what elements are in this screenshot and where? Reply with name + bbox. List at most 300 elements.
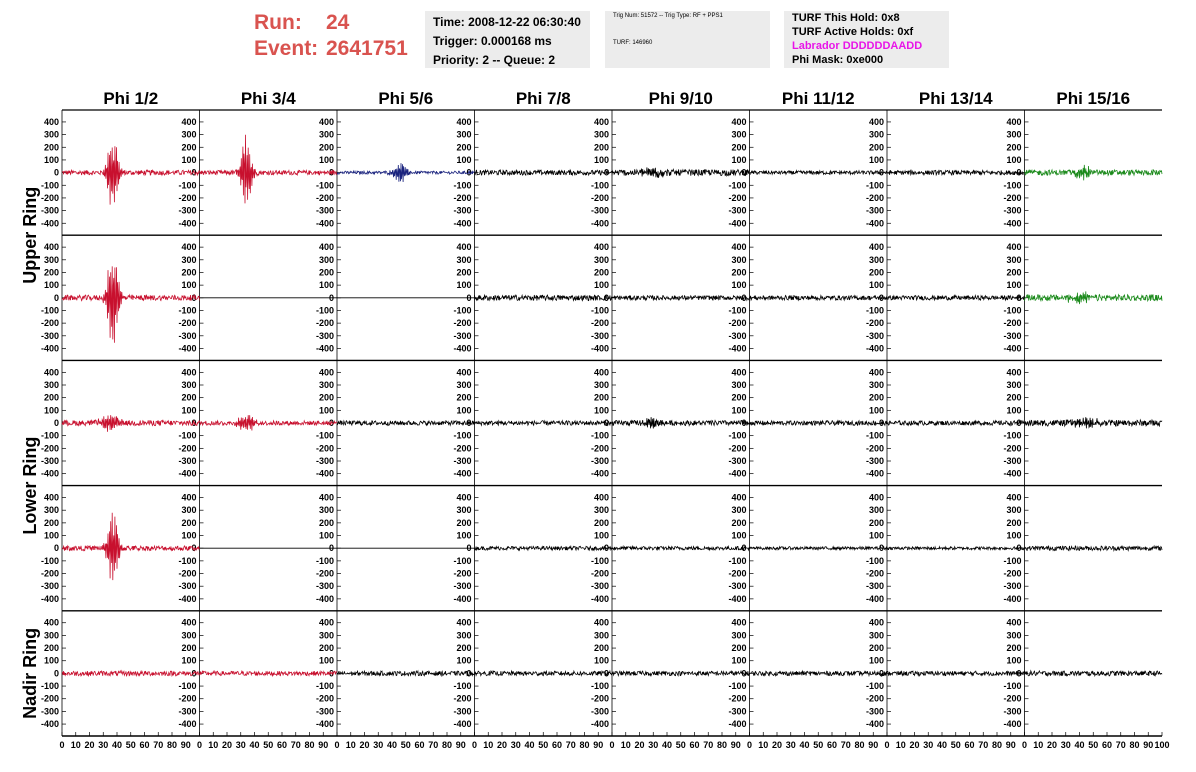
y-tick-label: -300 [40,706,59,717]
y-tick-label: -400 [1003,719,1022,730]
y-tick-label: -400 [453,343,472,354]
x-tick-label: 80 [991,740,1003,750]
y-tick-label: -300 [1003,706,1022,717]
y-tick-label: 200 [731,142,747,153]
y-tick-label: 0 [1016,167,1022,178]
x-tick-label: 20 [496,740,508,750]
y-tick-label: 300 [43,630,59,641]
y-tick-label: -100 [178,430,197,441]
y-tick-label: 0 [603,418,609,428]
y-tick-label: 400 [181,116,197,127]
y-tick-label: -200 [453,192,472,203]
y-tick-label: 200 [456,517,472,528]
x-tick-label: 90 [730,740,741,750]
y-tick-label: 100 [868,405,884,416]
y-tick-label: -400 [865,468,884,479]
y-tick-label: 200 [318,392,334,403]
y-tick-label: 400 [456,367,472,378]
y-tick-label: 300 [593,505,609,516]
y-tick-label: -300 [315,581,334,592]
y-tick-label: -400 [453,593,472,604]
y-tick-label: 0 [1016,418,1022,428]
y-tick-label: 400 [593,367,609,378]
y-tick-label: -100 [40,555,59,566]
waveform-trace [750,547,888,550]
x-tick-label: 70 [428,740,439,750]
x-tick-label: 0 [884,740,890,750]
y-tick-label: 200 [731,643,747,654]
waveform-trace [1025,291,1163,304]
x-tick-label: 10 [483,740,494,750]
y-tick-label: -400 [40,719,59,730]
x-tick-label: 70 [978,740,989,750]
waveform-trace [1025,417,1163,428]
y-tick-label: 200 [181,517,197,528]
y-tick-label: -100 [728,681,747,692]
x-tick-label: 90 [455,740,466,750]
y-tick-label: -200 [865,192,884,203]
y-tick-label: -100 [453,430,472,441]
x-tick-label: 60 [826,740,838,750]
y-tick-label: -100 [1003,180,1022,191]
y-tick-label: -200 [590,443,609,454]
y-tick-label: -400 [315,593,334,604]
y-tick-label: 100 [181,655,197,666]
y-tick-label: -300 [40,205,59,216]
column-title: Phi 3/4 [240,89,296,108]
y-tick-label: 200 [731,267,747,278]
y-tick-label: -400 [728,218,747,229]
waveform-trace [612,417,750,428]
y-tick-label: 0 [53,292,59,303]
x-tick-label: 20 [84,740,95,750]
y-tick-label: 0 [603,668,609,679]
x-tick-label: 30 [1060,740,1071,750]
y-tick-label: -300 [865,330,884,341]
y-tick-label: 200 [1006,267,1022,278]
y-tick-label: -100 [178,305,197,316]
y-tick-label: -100 [40,305,59,316]
x-tick-label: 60 [139,740,150,750]
y-tick-label: 200 [868,643,884,654]
column-title: Phi 13/14 [918,89,993,108]
y-tick-label: -100 [728,430,747,441]
y-tick-label: -400 [1003,468,1022,479]
y-tick-label: -300 [728,205,747,216]
y-tick-label: 100 [868,280,884,291]
y-tick-label: -400 [590,343,609,354]
y-tick-label: -200 [728,443,747,454]
y-tick-label: -200 [40,693,59,704]
y-tick-label: 400 [731,116,747,127]
x-tick-label: 30 [373,740,384,750]
y-tick-label: 400 [1006,617,1022,628]
y-tick-label: 400 [1006,367,1022,378]
y-tick-label: 0 [878,668,884,679]
x-tick-label: 50 [675,740,686,750]
y-tick-label: 300 [456,254,472,265]
x-tick-label: 40 [661,740,673,750]
y-tick-label: -100 [1003,305,1022,316]
y-tick-label: 100 [731,154,747,165]
y-tick-label: -200 [315,443,334,454]
y-tick-label: -200 [178,443,197,454]
ring-label: Upper Ring [20,186,40,284]
y-tick-label: 100 [43,405,59,416]
y-tick-label: -400 [590,218,609,229]
y-tick-label: -400 [40,593,59,604]
x-tick-label: 60 [964,740,975,750]
y-tick-label: 400 [181,492,197,503]
y-tick-label: -200 [590,192,609,203]
y-tick-label: -100 [40,430,59,441]
y-tick-label: 200 [181,643,197,654]
waveform-trace [750,171,888,175]
y-tick-label: 300 [181,380,197,390]
x-tick-label: 20 [909,740,920,750]
y-tick-label: -300 [865,456,884,466]
y-tick-label: -400 [178,719,197,730]
x-tick-label: 80 [441,740,453,750]
y-tick-label: 300 [181,129,197,140]
y-tick-label: 100 [456,530,472,541]
y-tick-label: -200 [178,318,197,329]
y-tick-label: 100 [868,530,884,541]
waveform-trace [750,671,888,676]
y-tick-label: 300 [456,630,472,641]
y-tick-label: -100 [1003,681,1022,692]
y-tick-label: 400 [43,617,59,628]
y-tick-label: 100 [181,405,197,416]
y-tick-label: -400 [590,593,609,604]
y-tick-label: 0 [1016,668,1022,679]
waveform-trace [1025,671,1163,676]
y-tick-label: -400 [315,719,334,730]
y-tick-label: 100 [318,530,334,541]
x-tick-label: 60 [276,740,288,750]
x-tick-label: 50 [813,740,824,750]
turf-hold-line: TURF This Hold: 0x8 [792,12,900,24]
y-tick-label: -200 [728,568,747,579]
x-tick-label: 10 [1033,740,1044,750]
y-tick-label: -300 [315,205,334,216]
y-tick-label: -200 [315,318,334,329]
y-tick-label: -100 [865,555,884,566]
y-tick-label: -400 [865,343,884,354]
x-tick-label: 0 [609,740,615,750]
y-tick-label: 100 [1006,530,1022,541]
y-tick-label: -100 [453,681,472,692]
waveform-trace [475,292,613,303]
y-tick-label: 100 [456,405,472,416]
x-tick-label: 0 [334,740,340,750]
event-value: 2641751 [326,37,408,60]
y-tick-label: 200 [43,517,59,528]
waveform-trace [612,546,750,550]
y-tick-label: -200 [315,693,334,704]
y-tick-label: 0 [53,543,59,554]
y-tick-label: 300 [731,254,747,265]
y-tick-label: 100 [731,530,747,541]
x-tick-label: 10 [345,740,356,750]
run-value: 24 [326,11,350,34]
waveform-trace [887,547,1025,550]
x-tick-label: 30 [923,740,934,750]
y-tick-label: 100 [456,280,472,291]
x-tick-label: 80 [1129,740,1140,750]
x-tick-label: 10 [895,740,906,750]
column-title: Phi 15/16 [1056,89,1131,108]
y-tick-label: -400 [728,593,747,604]
y-tick-label: 100 [868,655,884,666]
y-tick-label: -100 [590,180,609,191]
y-tick-label: -400 [728,719,747,730]
y-tick-label: 100 [456,154,472,165]
y-tick-label: -300 [590,330,609,341]
y-tick-label: 200 [456,392,472,403]
y-tick-label: 0 [741,418,747,428]
waveform-trace [200,415,338,430]
y-tick-label: 300 [593,380,609,390]
y-tick-label: 100 [43,530,59,541]
y-tick-label: 100 [181,280,197,291]
y-tick-label: -400 [315,343,334,354]
y-tick-label: 300 [731,630,747,641]
y-tick-label: 100 [456,655,472,666]
y-tick-label: -300 [1003,456,1022,466]
x-tick-label: 50 [400,740,411,750]
y-tick-label: 0 [466,167,472,178]
y-tick-label: -100 [315,430,334,441]
x-tick-label: 50 [1088,740,1099,750]
y-tick-label: 200 [593,142,609,153]
y-tick-label: 400 [593,116,609,127]
y-tick-label: 0 [53,668,59,679]
y-tick-label: -300 [40,456,59,466]
y-tick-label: 200 [318,142,334,153]
x-tick-label: 80 [854,740,865,750]
phi-mask-line: Phi Mask: 0xe000 [792,54,884,66]
x-tick-label: 60 [689,740,700,750]
y-tick-label: 200 [43,267,59,278]
y-tick-label: -200 [1003,568,1022,579]
y-tick-label: 0 [878,292,884,303]
y-tick-label: -200 [40,443,59,454]
y-tick-label: -100 [315,681,334,692]
y-tick-label: 400 [593,242,609,253]
y-tick-label: -200 [1003,443,1022,454]
waveform-trace [475,421,613,426]
y-tick-label: 400 [868,242,884,253]
y-tick-label: 300 [43,129,59,140]
y-tick-label: 400 [43,242,59,253]
y-tick-label: -300 [590,456,609,466]
y-tick-label: -300 [728,330,747,341]
y-tick-label: -400 [453,719,472,730]
y-tick-label: 0 [191,418,197,428]
y-tick-label: 0 [603,292,609,303]
waveform-trace [475,546,613,550]
x-tick-label: 20 [1046,740,1058,750]
y-tick-label: 300 [43,380,59,390]
y-tick-label: -400 [1003,593,1022,604]
y-tick-label: -100 [865,430,884,441]
y-tick-label: -100 [1003,430,1022,441]
y-tick-label: 300 [1006,129,1022,140]
y-tick-label: -300 [178,581,197,592]
y-tick-label: 400 [456,617,472,628]
y-tick-label: -300 [728,581,747,592]
x-tick-label: 0 [59,740,65,750]
y-tick-label: -100 [315,305,334,316]
y-tick-label: -200 [728,192,747,203]
y-tick-label: 300 [318,630,334,641]
y-tick-label: -300 [315,330,334,341]
y-tick-label: -300 [728,706,747,717]
y-tick-label: 400 [181,367,197,378]
y-tick-label: 300 [318,505,334,516]
x-tick-label: 0 [196,740,203,750]
y-tick-label: -400 [590,468,609,479]
y-tick-label: -300 [315,706,334,717]
y-tick-label: -400 [453,218,472,229]
y-tick-label: 200 [456,643,472,654]
y-tick-label: -200 [40,568,59,579]
x-tick-label: 90 [868,740,879,750]
waveform-trace [750,296,888,301]
y-tick-label: 300 [181,254,197,265]
y-tick-label: -300 [453,330,472,341]
labrador-line: Labrador DDDDDDAADD [792,40,923,52]
y-tick-label: 200 [868,392,884,403]
y-tick-label: 0 [328,543,334,554]
y-tick-label: -100 [178,180,197,191]
x-tick-label: 30 [648,740,659,750]
x-tick-label: 100 [1154,740,1170,750]
x-tick-label: 0 [746,740,753,750]
y-tick-label: 300 [456,505,472,516]
y-tick-label: 100 [593,655,609,666]
waveform-trace [612,296,750,301]
waveform-trace [887,421,1025,426]
y-tick-label: 100 [43,280,59,291]
waveform-trace [62,415,200,432]
y-tick-label: -400 [315,468,334,479]
x-tick-label: 10 [758,740,769,750]
y-tick-label: -300 [1003,330,1022,341]
y-tick-label: -200 [178,693,197,704]
y-tick-label: 300 [731,380,747,390]
y-tick-label: 300 [318,254,334,265]
y-tick-label: 300 [181,630,197,641]
x-tick-label: 50 [263,740,274,750]
y-tick-label: -400 [178,343,197,354]
y-tick-label: 400 [868,367,884,378]
y-tick-label: 200 [1006,142,1022,153]
y-tick-label: 0 [328,418,334,428]
y-tick-label: 300 [318,380,334,390]
y-tick-label: -300 [40,330,59,341]
y-tick-label: 100 [593,405,609,416]
y-tick-label: 300 [593,254,609,265]
waveform-trace [612,167,750,177]
y-tick-label: 100 [731,655,747,666]
y-tick-label: -300 [1003,581,1022,592]
y-tick-label: 100 [1006,405,1022,416]
y-tick-label: 200 [731,392,747,403]
y-tick-label: 100 [181,530,197,541]
y-tick-label: -300 [40,581,59,592]
waveform-trace [337,163,475,182]
x-tick-label: 80 [304,740,315,750]
y-tick-label: 300 [868,129,884,140]
x-tick-label: 10 [208,740,219,750]
y-tick-label: 100 [593,154,609,165]
y-tick-label: -100 [40,180,59,191]
x-tick-label: 70 [1115,740,1126,750]
y-tick-label: -200 [865,443,884,454]
y-tick-label: 400 [318,242,334,253]
y-tick-label: -200 [453,318,472,329]
y-tick-label: 0 [191,543,197,554]
y-tick-label: -200 [178,192,197,203]
y-tick-label: 0 [1016,292,1022,303]
y-tick-label: 200 [1006,392,1022,403]
y-tick-label: 400 [456,116,472,127]
x-tick-label: 0 [471,740,478,750]
y-tick-label: 300 [318,129,334,140]
y-tick-label: 300 [731,505,747,516]
y-tick-label: 0 [741,292,747,303]
x-tick-label: 20 [634,740,645,750]
y-tick-label: 100 [318,280,334,291]
y-tick-label: -200 [315,192,334,203]
y-tick-label: 100 [1006,154,1022,165]
waveform-trace [475,671,613,676]
x-tick-label: 50 [125,740,136,750]
waveform-trace [337,671,475,676]
y-tick-label: 0 [328,668,334,679]
y-tick-label: 200 [868,517,884,528]
trigger-line: Trigger: 0.000168 ms [433,34,552,48]
y-tick-label: 300 [868,380,884,390]
y-tick-label: 400 [731,617,747,628]
x-tick-label: 10 [620,740,631,750]
y-tick-label: 400 [593,617,609,628]
y-tick-label: -200 [865,568,884,579]
y-tick-label: -200 [453,568,472,579]
y-tick-label: 200 [181,392,197,403]
y-tick-label: 200 [43,643,59,654]
y-tick-label: -300 [590,706,609,717]
y-tick-label: -200 [1003,318,1022,329]
y-tick-label: 0 [466,668,472,679]
column-title: Phi 5/6 [378,89,434,108]
x-tick-label: 50 [538,740,549,750]
x-tick-label: 70 [840,740,851,750]
y-tick-label: 300 [43,254,59,265]
y-tick-label: 400 [318,367,334,378]
y-tick-label: 200 [868,267,884,278]
x-tick-label: 40 [1074,740,1085,750]
y-tick-label: -400 [178,218,197,229]
y-tick-label: -200 [315,568,334,579]
y-tick-label: 200 [593,392,609,403]
x-tick-label: 40 [936,740,948,750]
x-tick-label: 50 [950,740,961,750]
x-tick-label: 70 [290,740,301,750]
y-tick-label: -300 [178,205,197,216]
